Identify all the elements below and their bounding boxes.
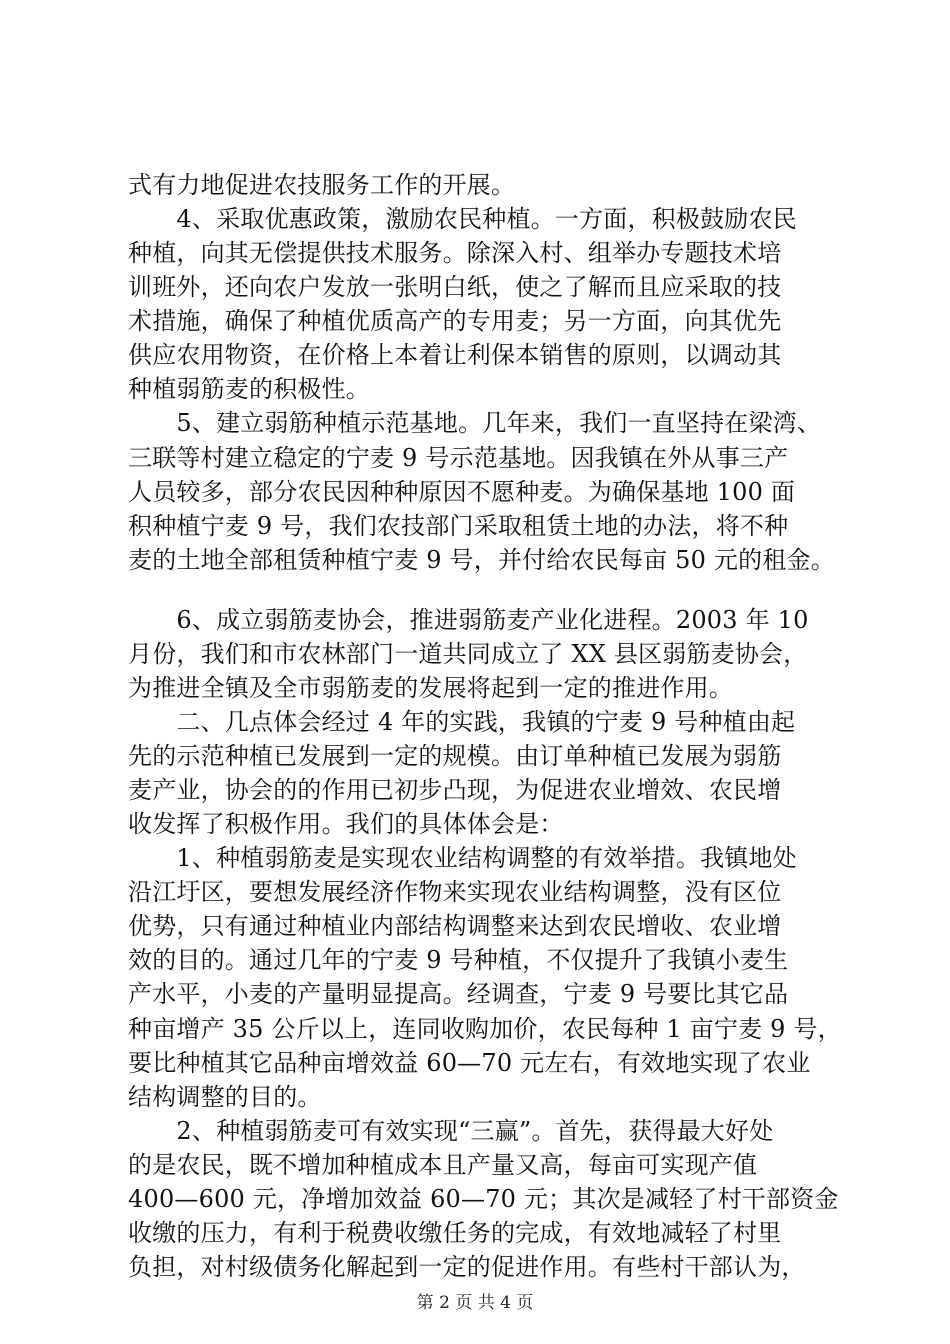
text-line: 供应农用物资，在价格上本着让利保本销售的原则，以调动其 [128, 341, 782, 369]
text-line: 训班外，还向农户发放一张明白纸，使之了解而且应采取的技 [128, 273, 782, 301]
text-line: 先的示范种植已发展到一定的规模。由订单种植已发展为弱筋 [128, 742, 782, 770]
text-line: 种植，向其无偿提供技术服务。除深入村、组举办专题技术培 [128, 239, 782, 267]
text-line: 术措施，确保了种植优质高产的专用麦；另一方面，向其优先 [128, 307, 782, 335]
text-line: 月份，我们和市农林部门一道共同成立了 XX 县区弱筋麦协会， [128, 640, 808, 668]
page-footer: 第 2 页 共 4 页 [416, 1293, 534, 1313]
text-line: 要比种植其它品种亩增效益 60—70 元左右，有效地实现了农业 [128, 1049, 811, 1077]
text-line: 优势，只有通过种植业内部结构调整来达到农民增收、农业增 [128, 912, 782, 940]
text-line: 的是农民，既不增加种植成本且产量又高，每亩可实现产值 [128, 1151, 758, 1179]
text-line: 结构调整的目的。 [128, 1083, 322, 1111]
text-line: 负担，对村级债务化解起到一定的促进作用。有些村干部认为， [128, 1253, 806, 1281]
text-line: 收缴的压力，有利于税费收缴任务的完成，有效地减轻了村里 [128, 1219, 782, 1247]
text-line: 种植弱筋麦的积极性。 [128, 375, 370, 403]
text-line: 收发挥了积极作用。我们的具体体会是： [128, 810, 564, 838]
text-line: 效的目的。通过几年的宁麦 9 号种植，不仅提升了我镇小麦生 [128, 946, 789, 974]
text-line: 式有力地促进农技服务工作的开展。 [128, 171, 516, 199]
text-line: 2、种植弱筋麦可有效实现“三赢”。首先，获得最大好处 [128, 1117, 774, 1145]
text-line: 1、种植弱筋麦是实现农业结构调整的有效举措。我镇地处 [128, 844, 797, 872]
text-line: 麦产业，协会的的作用已初步凸现，为促进农业增效、农民增 [128, 776, 782, 804]
text-line: 麦的土地全部租赁种植宁麦 9 号，并付给农民每亩 50 元的租金。 [128, 546, 835, 574]
text-line: 种亩增产 35 公斤以上，连同收购加价，农民每种 1 亩宁麦 9 号， [128, 1015, 842, 1043]
text-line: 三联等村建立稳定的宁麦 9 号示范基地。因我镇在外从事三产 [128, 444, 789, 472]
text-line: 二、几点体会经过 4 年的实践，我镇的宁麦 9 号种植由起 [128, 708, 796, 736]
text-line: 积种植宁麦 9 号，我们农技部门采取租赁土地的办法，将不种 [128, 512, 789, 540]
text-line: 4、采取优惠政策，激励农民种植。一方面，积极鼓励农民 [128, 205, 797, 233]
text-line: 6、成立弱筋麦协会，推进弱筋麦产业化进程。2003 年 10 [128, 606, 809, 634]
text-line: 5、建立弱筋种植示范基地。几年来，我们一直坚持在梁湾、 [128, 409, 822, 437]
text-line: 人员较多，部分农民因种种原因不愿种麦。为确保基地 100 面 [128, 478, 796, 506]
text-line: 400—600 元，净增加效益 60—70 元；其次是减轻了村干部资金 [128, 1185, 839, 1213]
text-line: 产水平，小麦的产量明显提高。经调查，宁麦 9 号要比其它品 [128, 980, 789, 1008]
text-line: 沿江圩区，要想发展经济作物来实现农业结构调整，没有区位 [128, 878, 782, 906]
text-line: 为推进全镇及全市弱筋麦的发展将起到一定的推进作用。 [128, 674, 733, 702]
